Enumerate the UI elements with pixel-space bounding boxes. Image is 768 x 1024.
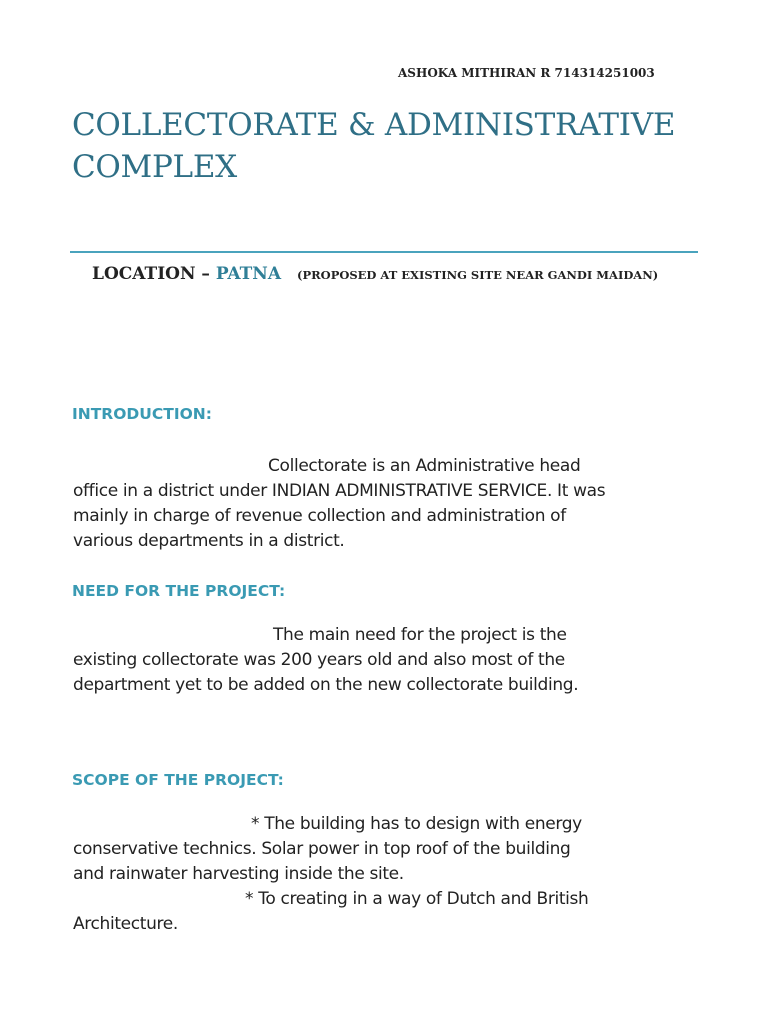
section-heading-introduction: INTRODUCTION: <box>72 405 212 423</box>
paragraph-line: Collectorate is an Administrative head <box>268 456 581 476</box>
paragraph-line: existing collectorate was 200 years old and also most of the <box>73 650 565 670</box>
section-heading-scope: SCOPE OF THE PROJECT: <box>72 771 284 789</box>
location-label: LOCATION – <box>92 264 216 284</box>
paragraph-line: various departments in a district. <box>73 531 345 551</box>
section-body-introduction <box>73 454 703 554</box>
paragraph-line: department yet to be added on the new collectorate building. <box>73 675 579 695</box>
title-line-2: COMPLEX <box>72 149 237 185</box>
location-line <box>92 264 658 284</box>
section-body-scope <box>73 812 703 937</box>
location-city: PATNA <box>215 264 282 284</box>
paragraph-line: office in a district under INDIAN ADMINISTRATIVE SERVICE. It was <box>73 481 606 501</box>
paragraph-line: and rainwater harvesting inside the site. <box>73 864 404 884</box>
location-note: (PROPOSED AT EXISTING SITE NEAR GANDI MAIDAN) <box>297 268 659 282</box>
paragraph-line: Architecture. <box>73 914 178 934</box>
section-heading-need: NEED FOR THE PROJECT: <box>72 582 286 600</box>
title-divider <box>70 251 698 253</box>
paragraph-line: The main need for the project is the <box>273 625 567 645</box>
title-line-1: COLLECTORATE & ADMINISTRATIVE <box>72 107 676 143</box>
section-body-need <box>73 623 703 698</box>
paragraph-line: * To creating in a way of Dutch and British <box>245 889 589 909</box>
author-line: ASHOKA MITHIRAN R 714314251003 <box>398 66 655 80</box>
paragraph-line: conservative technics. Solar power in top roof of the building <box>73 839 571 859</box>
paragraph-line: mainly in charge of revenue collection and administration of <box>73 506 566 526</box>
paragraph-line: * The building has to design with energy <box>251 814 582 834</box>
page-title <box>72 104 712 188</box>
